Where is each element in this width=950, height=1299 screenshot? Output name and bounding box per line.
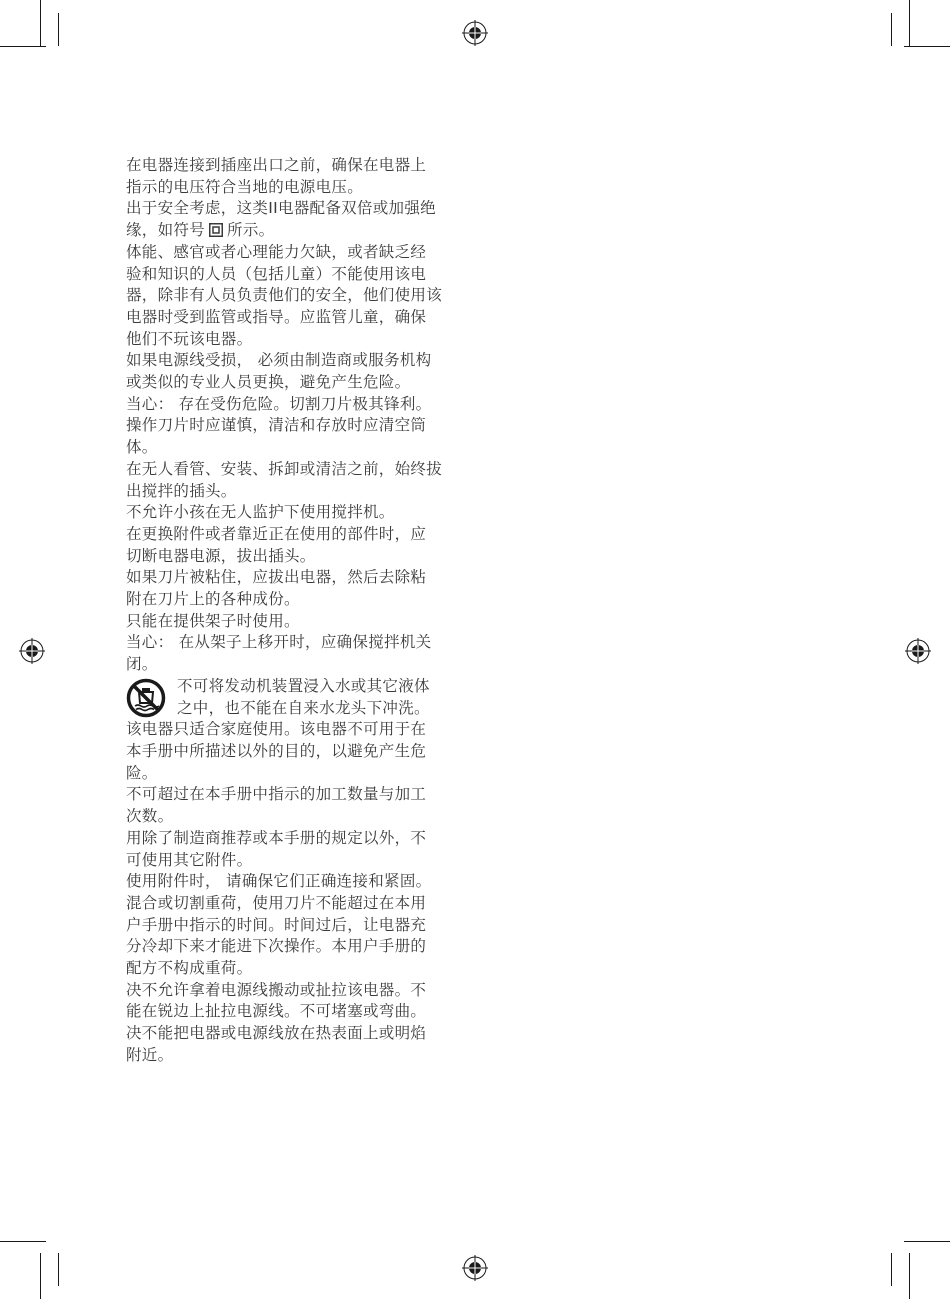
paragraph <box>126 242 466 351</box>
registration-mark-right <box>905 638 931 664</box>
text-line: 只能在提供架子时使用。 <box>126 611 300 630</box>
text-line: 闭。 <box>126 655 158 674</box>
text-line: 在更换附件或者靠近正在使用的部件时，应 <box>126 524 427 543</box>
text-line: 用除了制造商推荐或本手册的规定以外，不 <box>126 828 427 847</box>
text-line: 险。 <box>126 763 158 782</box>
text-line: 当心： 存在受伤危险。切割刀片极其锋利。 <box>126 394 432 413</box>
double-insulation-icon <box>209 223 223 237</box>
text-line: 不可超过在本手册中指示的加工数量与加工 <box>126 785 427 804</box>
text-line: 在无人看管、安装、拆卸或清洁之前，始终拔 <box>126 459 443 478</box>
text-line: 如果电源线受损， 必须由制造商或服务机构 <box>126 351 432 370</box>
text-line: 配方不构成重荷。 <box>126 959 253 978</box>
paragraph <box>126 155 466 198</box>
text-line: 不可将发动机装置浸入水或其它液体 <box>177 676 430 695</box>
text-line: 操作刀片时应谨慎，清洁和存放时应清空筒 <box>126 416 427 435</box>
text-line: 出于安全考虑，这类II电器配备双倍或加强绝 <box>126 199 436 218</box>
paragraph <box>126 459 466 502</box>
text-line: 切断电器电源，拔出插头。 <box>126 546 316 565</box>
text-line: 次数。 <box>126 807 174 826</box>
paragraph <box>126 611 466 633</box>
text-segment: 所示。 <box>227 221 275 240</box>
text-line: 体。 <box>126 438 158 457</box>
text-line: 能在锐边上扯拉电源线。不可堵塞或弯曲。 <box>126 1002 427 1021</box>
text-line: 不允许小孩在无人监护下使用搅拌机。 <box>126 503 395 522</box>
warning-paragraph <box>126 676 466 719</box>
paragraph <box>126 502 466 524</box>
paragraph <box>126 524 466 567</box>
text-line: 附在刀片上的各种成份。 <box>126 590 300 609</box>
warning-text <box>177 676 466 719</box>
text-line: 器，除非有人员负责他们的安全，他们使用该 <box>126 286 443 305</box>
text-line: 可使用其它附件。 <box>126 850 253 869</box>
text-line: 如果刀片被粘住，应拔出电器，然后去除粘 <box>126 568 427 587</box>
paragraph <box>126 828 466 871</box>
text-line: 当心： 在从架子上移开时，应确保搅拌机关 <box>126 633 432 652</box>
text-line: 之中，也不能在自来水龙头下冲洗。 <box>177 698 430 717</box>
text-line: 或类似的专业人员更换，避免产生危险。 <box>126 373 411 392</box>
safety-instructions <box>126 155 466 1067</box>
text-line: 他们不玩该电器。 <box>126 329 253 348</box>
text-line: 验和知识的人员（包括儿童）不能使用该电 <box>126 264 427 283</box>
paragraph <box>126 719 466 784</box>
text-line: 决不能把电器或电源线放在热表面上或明焰 <box>126 1024 427 1043</box>
text-line: 本手册中所描述以外的目的，以避免产生危 <box>126 741 427 760</box>
text-line: 使用附件时， 请确保它们正确连接和紧固。 <box>126 872 432 891</box>
text-line: 决不允许拿着电源线搬动或扯拉该电器。不 <box>126 980 427 999</box>
registration-mark-top <box>462 20 488 46</box>
paragraph <box>126 784 466 827</box>
text-line: 混合或切割重荷，使用刀片不能超过在本用 <box>126 893 427 912</box>
text-line: 附近。 <box>126 1045 174 1064</box>
paragraph <box>126 198 466 241</box>
text-line: 电器时受到监管或指导。应监管儿童，确保 <box>126 307 427 326</box>
text-segment: 缘，如符号 <box>126 221 206 240</box>
text-line: 出搅拌的插头。 <box>126 481 237 500</box>
text-line: 指示的电压符合当地的电源电压。 <box>126 177 364 196</box>
text-line: 在电器连接到插座出口之前，确保在电器上 <box>126 156 427 174</box>
paragraph <box>126 980 466 1023</box>
registration-mark-bottom <box>462 1255 488 1281</box>
registration-mark-left <box>19 638 45 664</box>
paragraph <box>126 350 466 393</box>
text-line-with-symbol <box>126 220 466 242</box>
text-line: 分冷却下来才能进下次操作。本用户手册的 <box>126 937 427 956</box>
text-line: 体能、感官或者心理能力欠缺，或者缺乏经 <box>126 242 427 261</box>
paragraph <box>126 893 466 980</box>
no-immersion-icon <box>126 678 166 718</box>
paragraph <box>126 632 466 675</box>
text-line: 该电器只适合家庭使用。该电器不可用于在 <box>126 720 427 739</box>
text-line: 户手册中指示的时间。时间过后，让电器充 <box>126 915 427 934</box>
paragraph <box>126 567 466 610</box>
paragraph <box>126 394 466 459</box>
paragraph <box>126 1023 466 1066</box>
paragraph <box>126 871 466 893</box>
